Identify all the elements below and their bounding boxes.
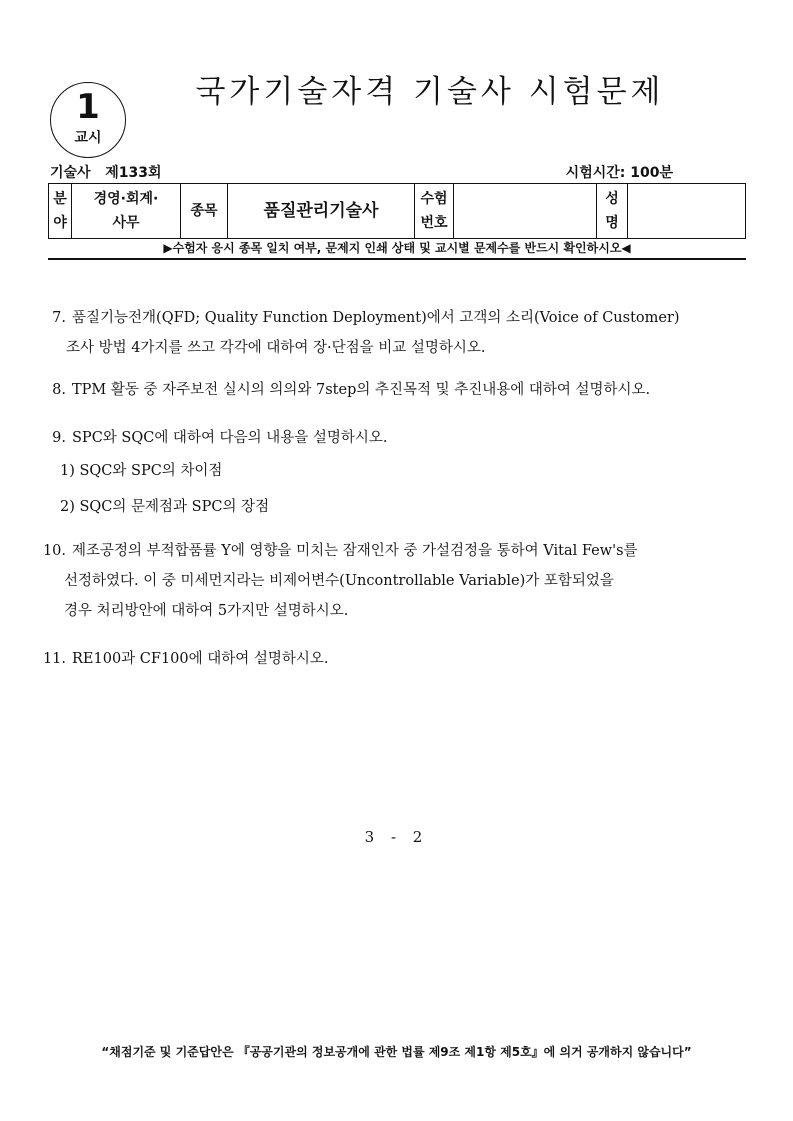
question-8 (40, 375, 750, 405)
subject-name: 품질관리기술사 (228, 184, 415, 239)
name-label-1: 성 (605, 191, 619, 207)
exam-number-label-1: 수험 (420, 191, 448, 207)
question-number: 10. (42, 543, 66, 559)
question-text-line: 경우 처리방안에 대하여 5가지만 설명하시오. (64, 603, 349, 619)
page-title: 국가기술자격 기술사 시험문제 (195, 74, 665, 110)
session-badge (50, 82, 126, 158)
field-label-2: 야 (53, 215, 67, 231)
exam-number-label-2: 번호 (420, 215, 448, 231)
question-text-line: 제조공정의 부적합품률 Y에 영향을 미치는 잠재인자 중 가설검정을 통하여 Vital Few's를 (72, 543, 638, 559)
notice-text: ▶수험자 응시 종목 일치 여부, 문제지 인쇄 상태 및 교시별 문제수를 반드시 확인하시오◀ (163, 241, 631, 255)
name-label-2: 명 (605, 215, 619, 231)
name-label-cell (597, 184, 628, 239)
footer-notice: “채점기준 및 기준답안은 『공공기관의 정보공개에 관한 법률 제9조 제1항 제5호』에 의거 공개하지 않습니다” (101, 1045, 692, 1059)
question-11 (40, 644, 750, 674)
header-divider (48, 258, 746, 260)
question-9 (40, 423, 750, 453)
exam-number-label-cell (415, 184, 454, 239)
field-label-cell (49, 184, 72, 239)
question-7 (40, 303, 750, 363)
question-text-line: 조사 방법 4가지를 쓰고 각각에 대하여 장·단점을 비교 설명하시오. (66, 340, 486, 356)
exam-info-table (48, 183, 746, 239)
question-text-line: SPC와 SQC에 대하여 다음의 내용을 설명하시오. (72, 430, 388, 446)
question-text-line: 선정하였다. 이 중 미세먼지라는 비제어변수(Uncontrollable Variable)가 포함되었을 (64, 573, 614, 589)
field-value-2: 사무 (112, 215, 140, 231)
question-10 (40, 536, 750, 626)
name-field[interactable] (628, 184, 746, 239)
page-number: 3 - 2 (364, 828, 429, 846)
exam-round: 기술사 제133회 (50, 165, 162, 181)
question-9-sub-2: 2) SQC의 문제점과 SPC의 장점 (60, 499, 270, 515)
question-text-line: RE100과 CF100에 대하여 설명하시오. (72, 651, 329, 667)
question-number: 8. (52, 382, 66, 398)
session-number: 1 (76, 87, 100, 127)
question-number: 11. (42, 651, 66, 667)
question-number: 9. (52, 430, 66, 446)
session-label: 교시 (74, 130, 102, 146)
field-value-cell (72, 184, 181, 239)
question-9-sub-1: 1) SQC와 SPC의 차이점 (60, 463, 223, 479)
exam-number-field[interactable] (454, 184, 597, 239)
field-value-1: 경영·회계· (93, 191, 159, 207)
question-text-line: 품질기능전개(QFD; Quality Function Deployment)에서 고객의 소리(Voice of Customer) (72, 310, 680, 326)
field-label-1: 분 (53, 191, 67, 207)
question-number: 7. (52, 310, 66, 326)
category-label: 종목 (181, 184, 228, 239)
exam-time: 시험시간: 100분 (565, 165, 673, 181)
question-text-line: TPM 활동 중 자주보전 실시의 의의와 7step의 추진목적 및 추진내용에 대하여 설명하시오. (72, 382, 651, 398)
